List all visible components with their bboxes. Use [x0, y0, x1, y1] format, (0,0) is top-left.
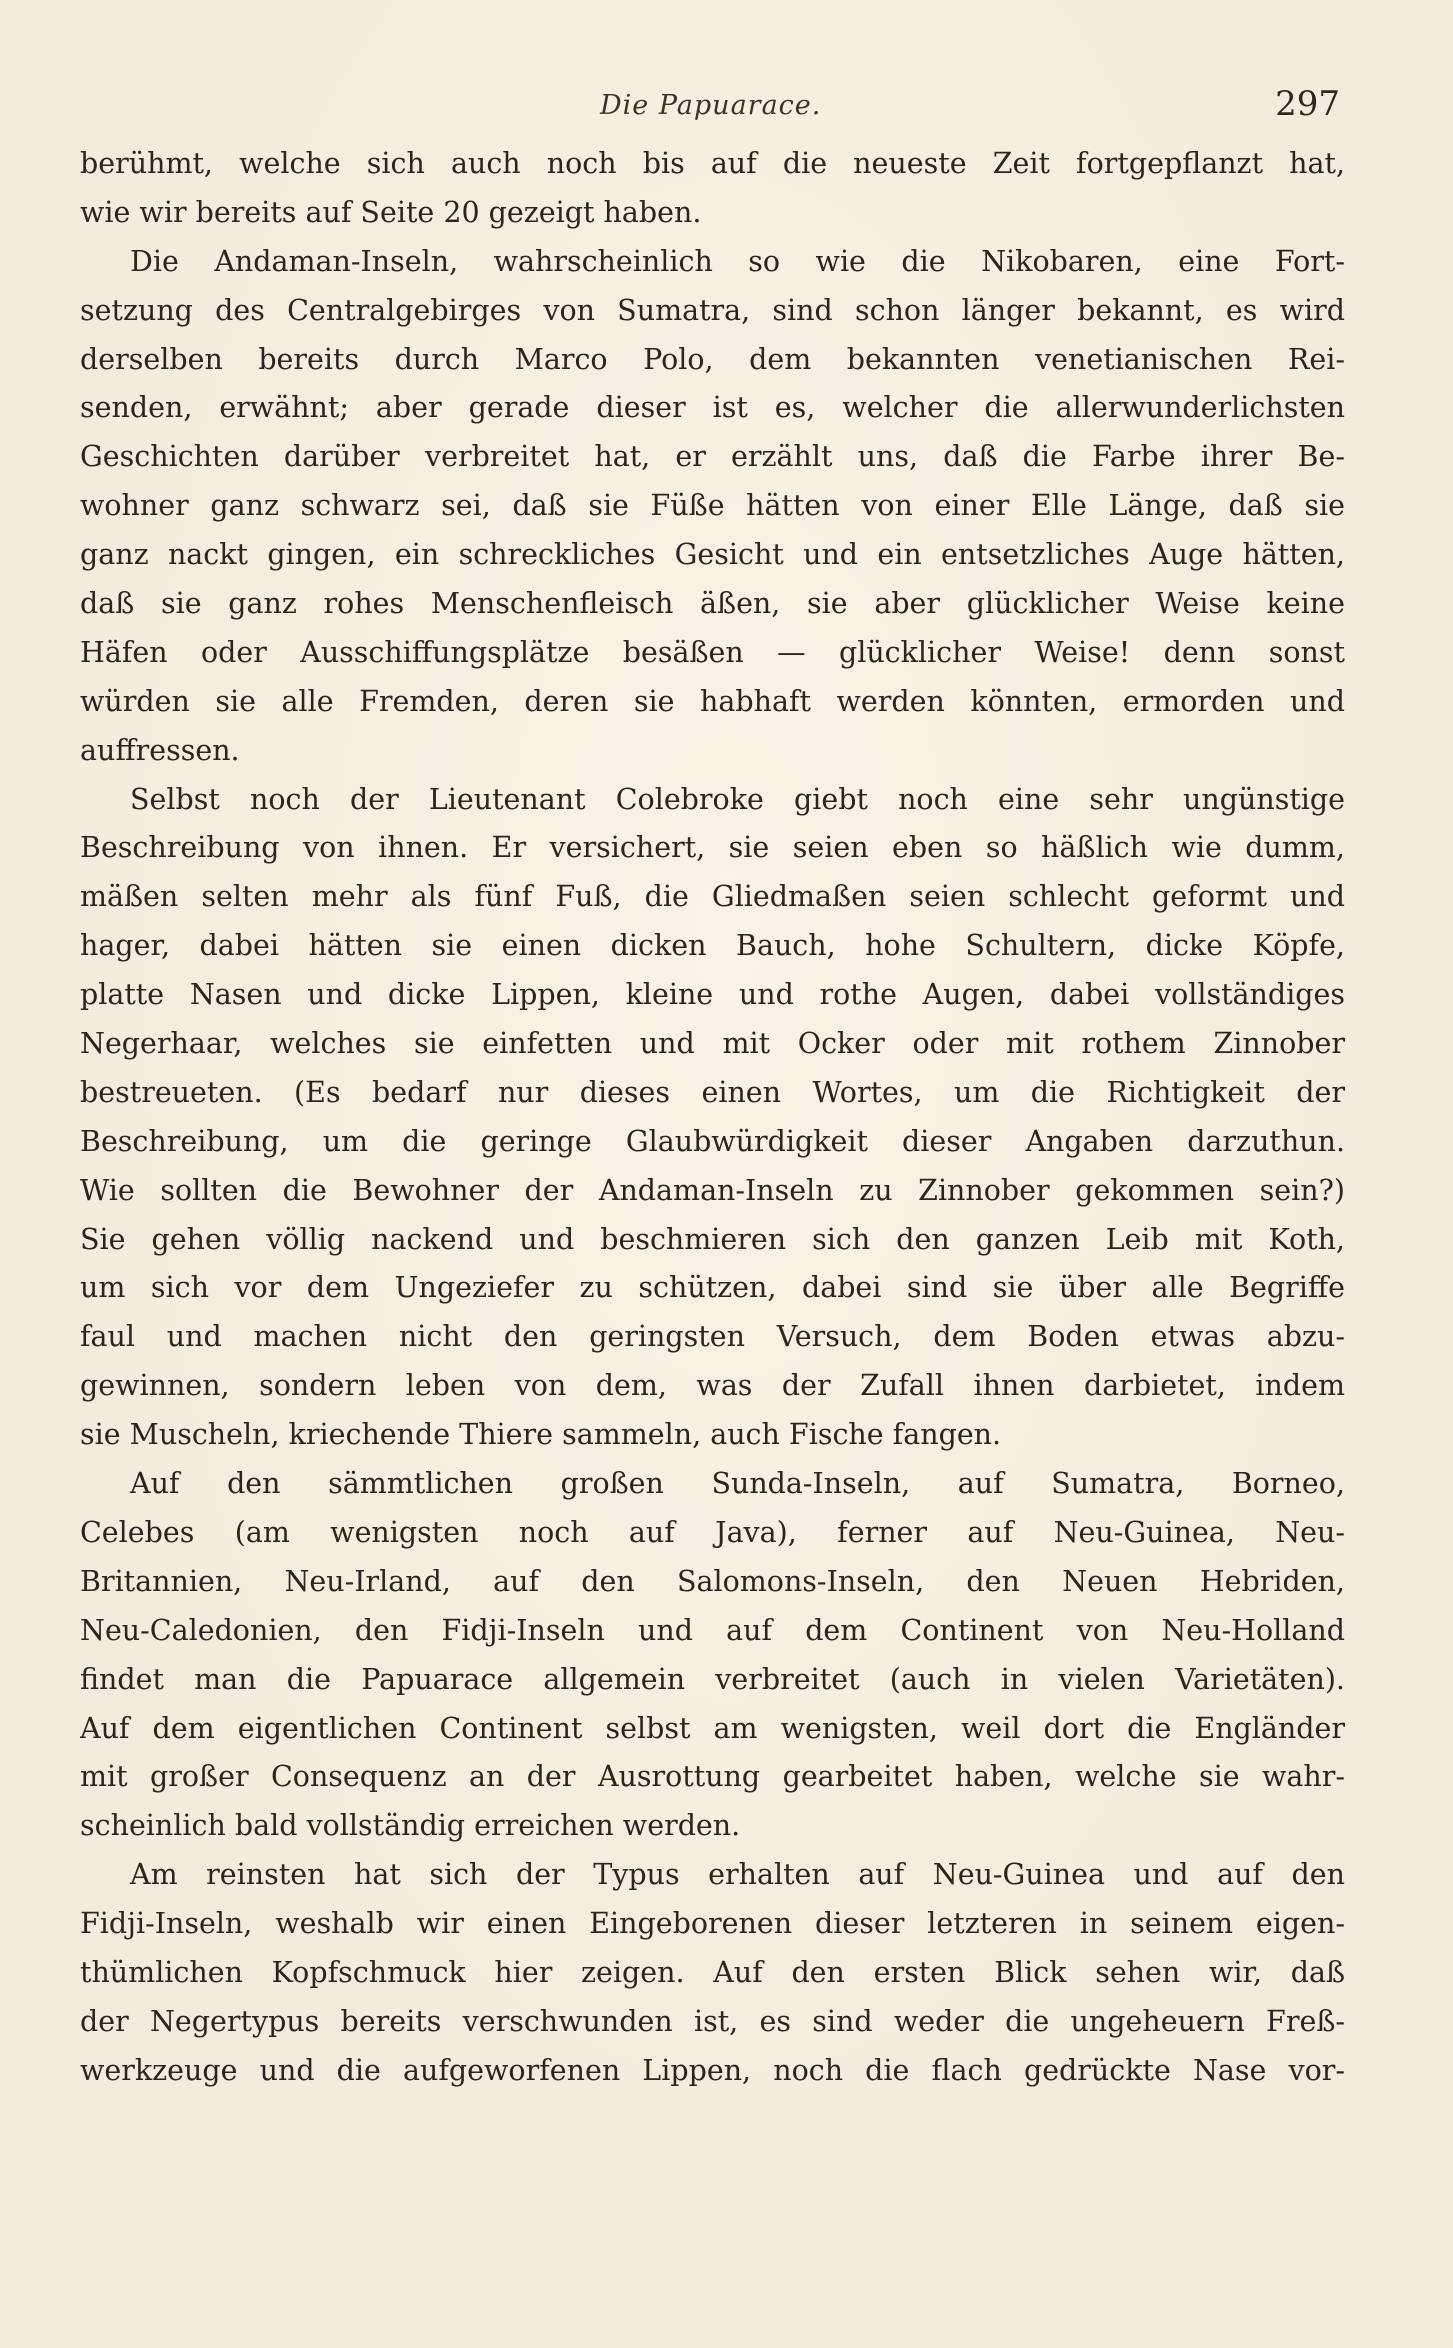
text-line: Häfen oder Ausschiffungsplätze besäßen — glücklicher Weise! denn sonst: [80, 635, 1345, 669]
text-line: mäßen selten mehr als fünf Fuß, die Gliedmaßen seien schlecht geformt und: [80, 880, 1345, 914]
body-text: [80, 140, 1345, 2096]
text-line: Negerhaar, welches sie einfetten und mit Ocker oder mit rothem Zinnober: [80, 1027, 1345, 1061]
page-number: 297: [1275, 84, 1340, 124]
text-line: mit großer Consequenz an der Ausrottung gearbeitet haben, welche sie wahr-: [80, 1760, 1345, 1794]
text-line: faul und machen nicht den geringsten Versuch, dem Boden etwas abzu-: [80, 1320, 1345, 1354]
text-line: findet man die Papuarace allgemein verbreitet (auch in vielen Varietäten).: [80, 1662, 1345, 1696]
running-title: Die Papuarace.: [600, 90, 822, 121]
text-line: scheinlich bald vollständig erreichen werden.: [80, 1809, 741, 1843]
text-line: ganz nackt gingen, ein schreckliches Gesicht und ein entsetzliches Auge hätten,: [80, 538, 1345, 572]
text-line: Britannien, Neu-Irland, auf den Salomons-Inseln, den Neuen Hebriden,: [80, 1564, 1345, 1598]
text-line: Am reinsten hat sich der Typus erhalten auf Neu-Guinea und auf den: [130, 1858, 1345, 1892]
text-line: sie Muscheln, kriechende Thiere sammeln, auch Fische fangen.: [80, 1418, 1002, 1452]
text-line: daß sie ganz rohes Menschenfleisch äßen, sie aber glücklicher Weise keine: [80, 587, 1345, 621]
text-line: wie wir bereits auf Seite 20 gezeigt haben.: [80, 195, 702, 229]
text-line: platte Nasen und dicke Lippen, kleine und rothe Augen, dabei vollständiges: [80, 978, 1345, 1012]
text-line: hager, dabei hätten sie einen dicken Bauch, hohe Schultern, dicke Köpfe,: [80, 929, 1345, 963]
text-line: Beschreibung, um die geringe Glaubwürdigkeit dieser Angaben darzuthun.: [80, 1124, 1345, 1158]
text-line: Die Andaman-Inseln, wahrscheinlich so wie die Nikobaren, eine Fort-: [130, 244, 1345, 278]
text-line: bestreueten. (Es bedarf nur dieses einen Wortes, um die Richtigkeit der: [80, 1075, 1345, 1109]
text-line: Celebes (am wenigsten noch auf Java), ferner auf Neu-Guinea, Neu-: [80, 1515, 1345, 1549]
running-head: [80, 84, 1340, 124]
text-line: derselben bereits durch Marco Polo, dem bekannten venetianischen Rei-: [80, 342, 1345, 376]
text-line: wohner ganz schwarz sei, daß sie Füße hätten von einer Elle Länge, daß sie: [80, 489, 1345, 523]
text-line: Geschichten darüber verbreitet hat, er erzählt uns, daß die Farbe ihrer Be-: [80, 440, 1345, 474]
text-line: um sich vor dem Ungeziefer zu schützen, dabei sind sie über alle Begriffe: [80, 1271, 1345, 1305]
text-line: Wie sollten die Bewohner der Andaman-Inseln zu Zinnober gekommen sein?): [80, 1173, 1345, 1207]
text-line: Neu-Caledonien, den Fidji-Inseln und auf dem Continent von Neu-Holland: [80, 1613, 1345, 1647]
text-line: würden sie alle Fremden, deren sie habhaft werden könnten, ermorden und: [80, 684, 1345, 718]
text-line: auffressen.: [80, 733, 240, 767]
text-line: der Negertypus bereits verschwunden ist, es sind weder die ungeheuern Freß-: [80, 2004, 1345, 2038]
text-line: Fidji-Inseln, weshalb wir einen Eingeborenen dieser letzteren in seinem eigen-: [80, 1907, 1345, 1941]
text-line: werkzeuge und die aufgeworfenen Lippen, noch die flach gedrückte Nase vor-: [80, 2053, 1345, 2087]
text-line: setzung des Centralgebirges von Sumatra, sind schon länger bekannt, es wird: [80, 293, 1345, 327]
text-line: Selbst noch der Lieutenant Colebroke giebt noch eine sehr ungünstige: [130, 782, 1345, 816]
text-line: gewinnen, sondern leben von dem, was der Zufall ihnen darbietet, indem: [80, 1369, 1345, 1403]
text-line: berühmt, welche sich auch noch bis auf die neueste Zeit fortgepflanzt hat,: [80, 147, 1345, 180]
text-line: Beschreibung von ihnen. Er versichert, sie seien eben so häßlich wie dumm,: [80, 831, 1345, 865]
text-line: Auf den sämmtlichen großen Sunda-Inseln, auf Sumatra, Borneo,: [130, 1467, 1345, 1501]
text-line: Auf dem eigentlichen Continent selbst am wenigsten, weil dort die Engländer: [80, 1711, 1345, 1745]
text-line: senden, erwähnt; aber gerade dieser ist es, welcher die allerwunderlichsten: [80, 391, 1345, 425]
text-line: thümlichen Kopfschmuck hier zeigen. Auf den ersten Blick sehen wir, daß: [80, 1955, 1345, 1989]
text-line: Sie gehen völlig nackend und beschmieren sich den ganzen Leib mit Koth,: [80, 1222, 1345, 1256]
